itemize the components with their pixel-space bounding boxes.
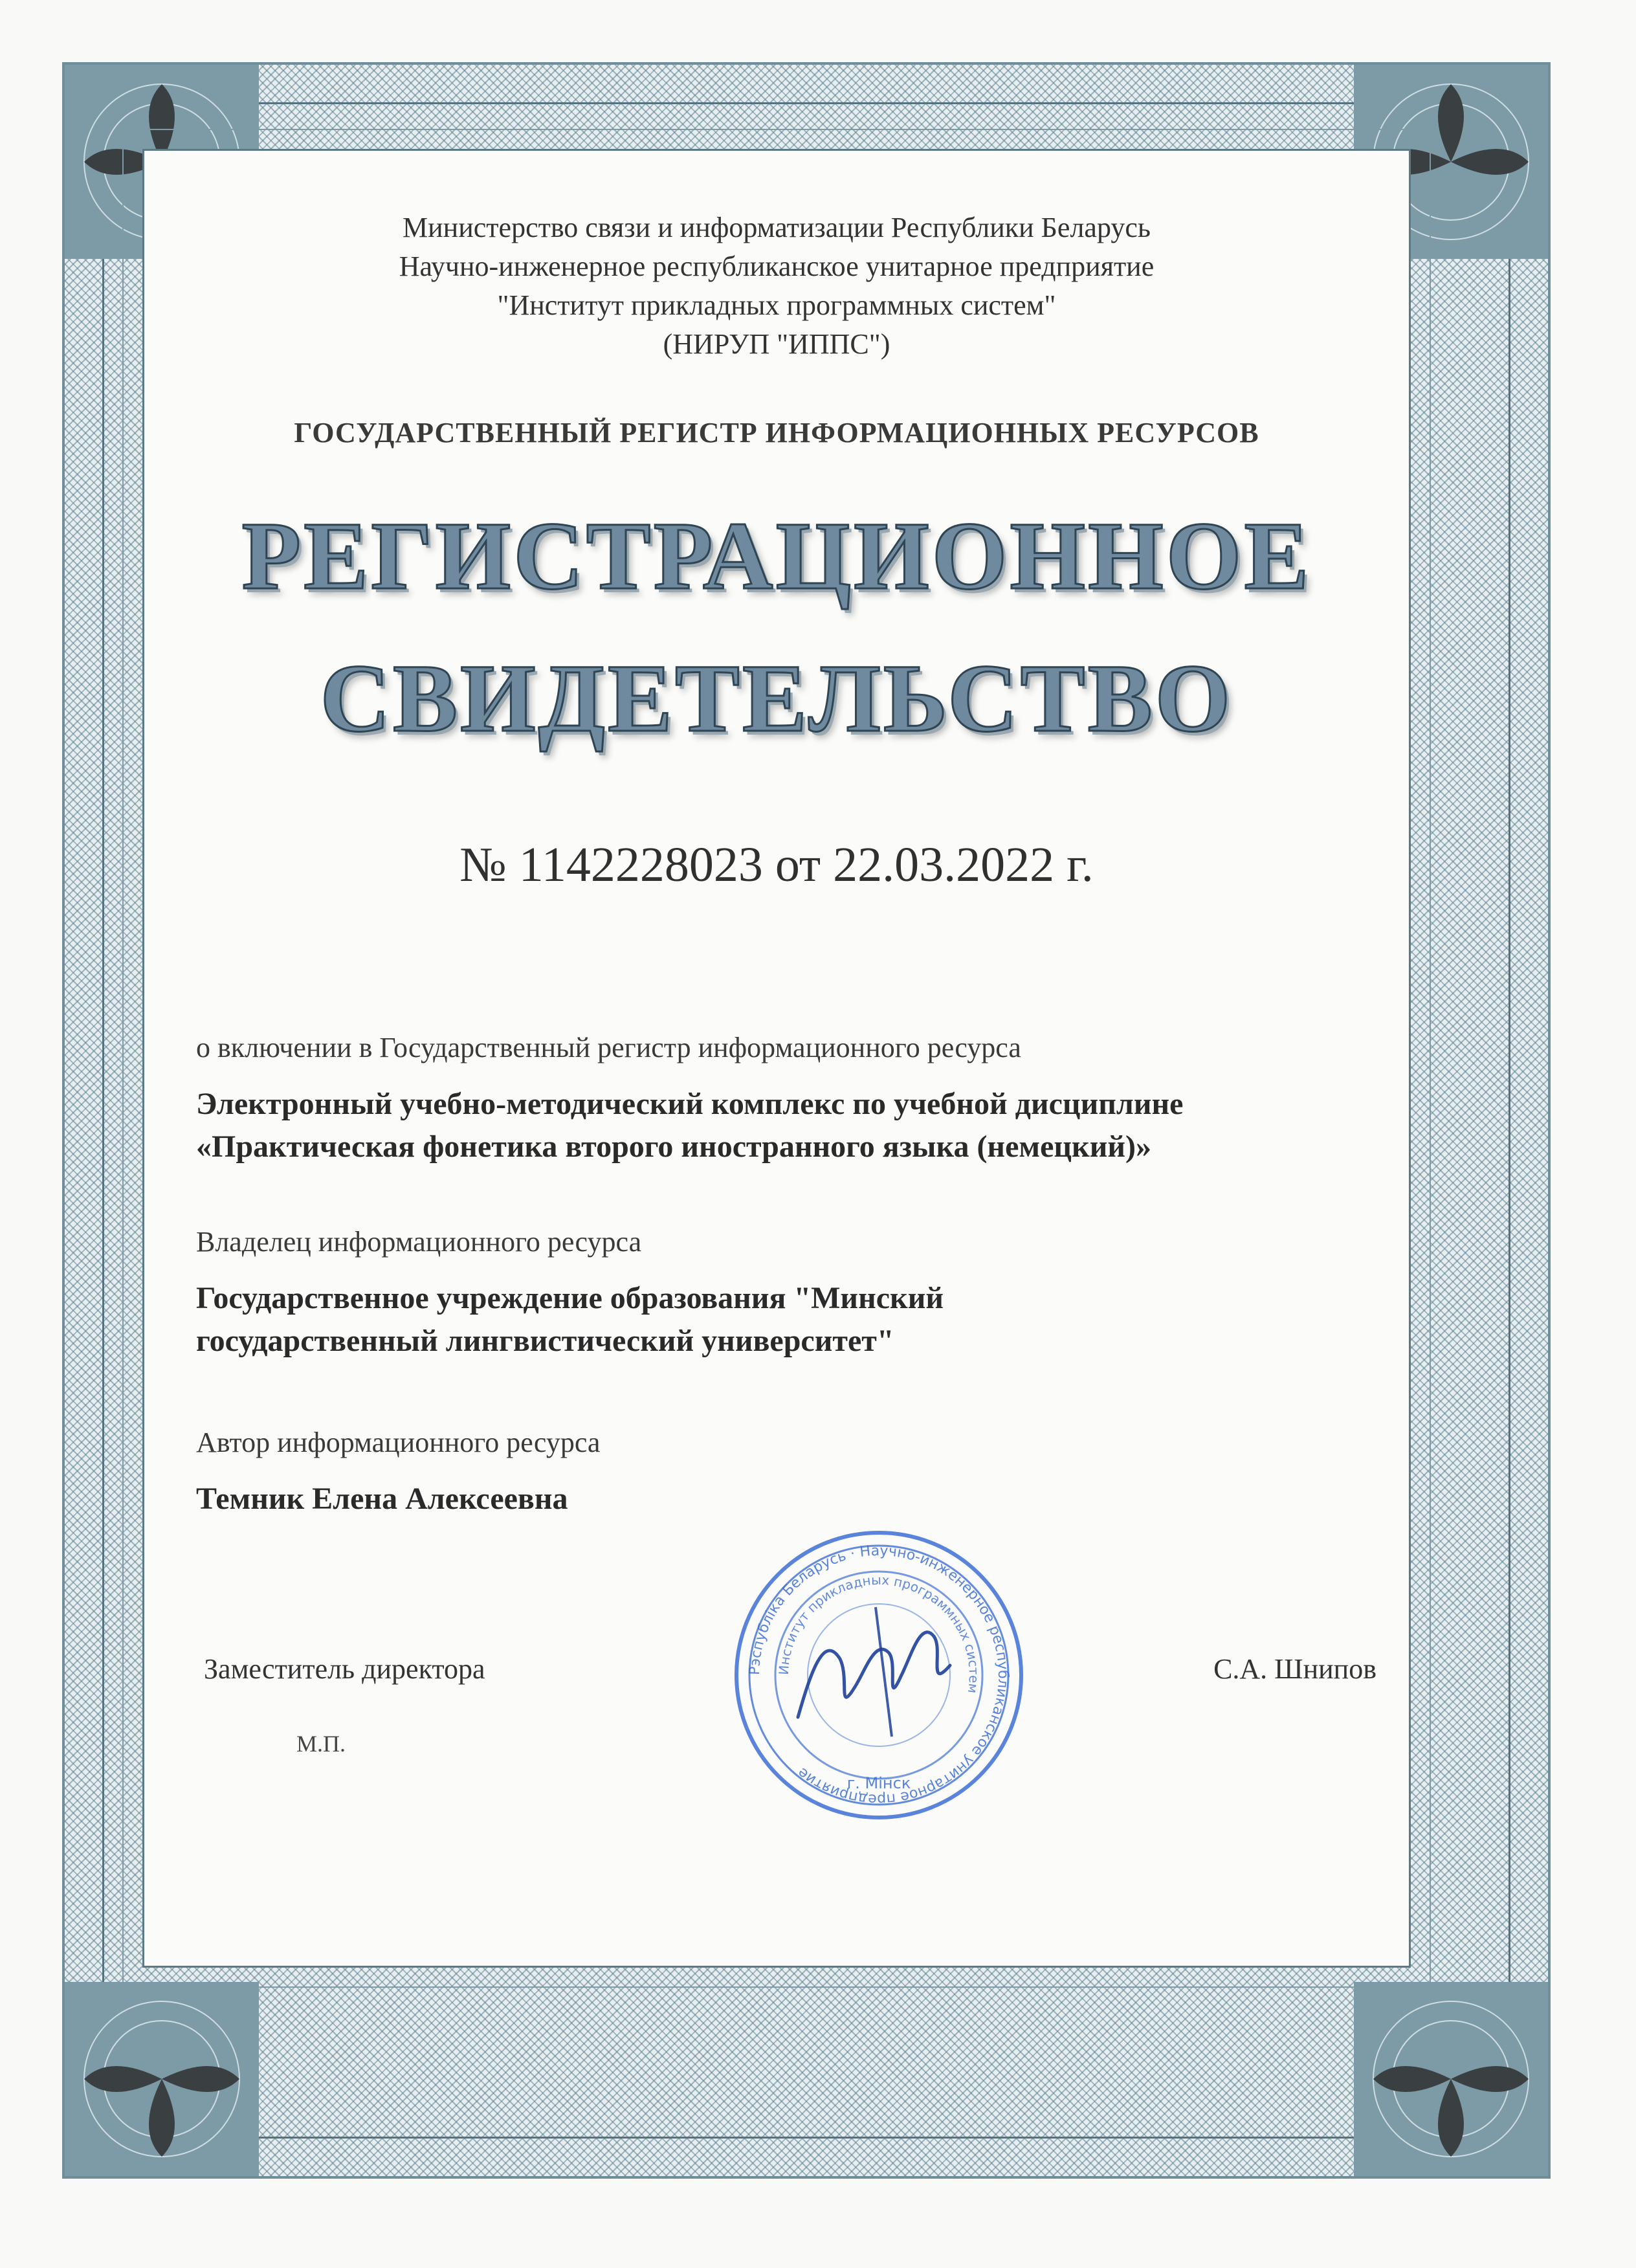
corner-ornament-bottom-right [1354,1982,1548,2176]
certificate-body [142,149,1411,1968]
ministry-name: Министерство связи и информатизации Республики Беларусь [403,212,1151,243]
owner-name-line1: Государственное учреждение образования "Минский [196,1281,944,1315]
certificate-number: № 1142228023 от 22.03.2022 г. [459,838,1094,892]
resource-label: о включении в Государственный регистр информационного ресурса [196,1032,1021,1063]
svg-text:Институт прикладных программны: Институт прикладных программных систем [775,1572,982,1695]
owner-label: Владелец информационного ресурса [196,1226,642,1258]
official-seal [727,1523,1031,1827]
owner-name-line2: государственный лингвистический университет" [196,1324,894,1358]
enterprise-type: Научно-инженерное республиканское унитарное предприятие [399,250,1155,282]
stamp-mark: М.П. [296,1731,346,1757]
certificate-title-line1: РЕГИСТРАЦИОННОЕ [241,502,1312,610]
corner-ornament-bottom-left [65,1982,259,2176]
resource-name-line2: «Практическая фонетика второго иностранного языка (немецкий)» [196,1129,1151,1164]
resource-name-line1: Электронный учебно-методический комплекс по учебной дисциплине [196,1087,1184,1121]
svg-text:Рэспубліка Беларусь · Научно-и: Рэспубліка Беларусь · Научно-инженерное республиканское унитарное предприятие [746,1542,1011,1808]
handwritten-signature [798,1632,950,1717]
institute-name: "Институт прикладных программных систем" [497,289,1056,321]
author-label: Автор информационного ресурса [196,1427,601,1458]
signer-name: С.А. Шнипов [1213,1653,1376,1685]
author-name: Темник Елена Алексеевна [196,1482,568,1516]
certificate-title-line2: СВИДЕТЕЛЬСТВО [320,645,1233,752]
svg-text:г. Мінск: г. Мінск [846,1774,911,1792]
institute-abbreviation: (НИРУП "ИППС") [663,328,890,360]
signer-position: Заместитель директора [204,1653,485,1685]
register-title: ГОСУДАРСТВЕННЫЙ РЕГИСТР ИНФОРМАЦИОННЫХ РЕСУРСОВ [294,417,1259,449]
